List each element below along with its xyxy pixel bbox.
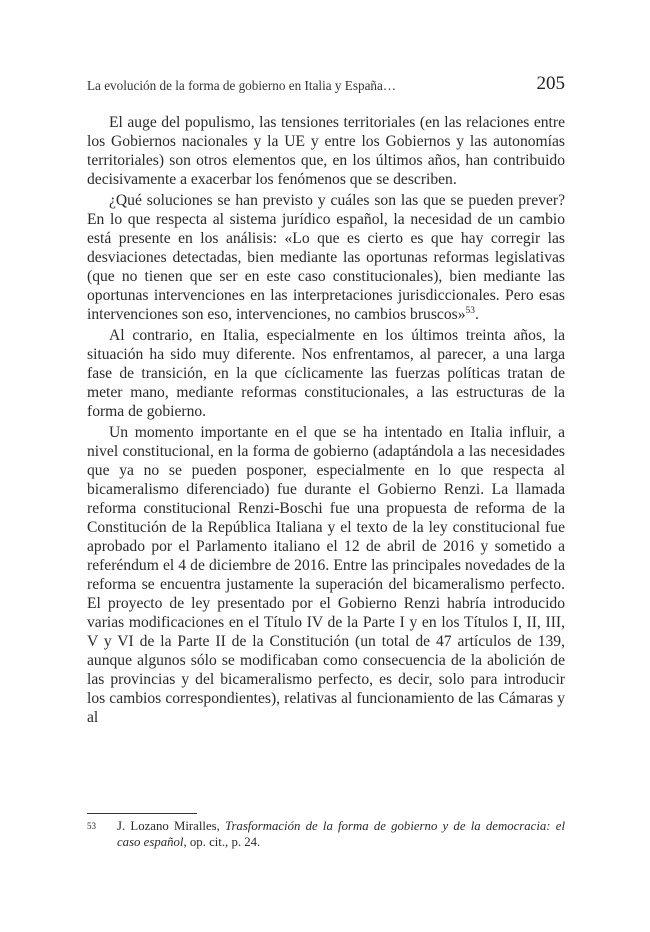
footnote-author: J. Lozano Miralles,	[117, 819, 226, 833]
paragraph-4: Un momento importante en el que se ha intentado en Italia influir, a nivel constitucional, en la forma de gobierno (adaptándola a las necesidades que ya no se pueden posponer, especialmente en lo que respecta al bicameralismo diferenciado) fue durante el Gobierno Renzi. La llamada reforma constitucional Renzi-Boschi fue una propuesta de reforma de la Constitución de la República Italiana y el texto de la ley constitucional fue aprobado por el Parlamento italiano el 12 de abril de 2016 y sometido a referéndum el 4 de diciembre de 2016. Entre las principales novedades de la reforma se encuentra justamente la superación del bicameralismo perfecto. El proyecto de ley presentado por el Gobierno Renzi habría introducido varias modificaciones en el Título IV de la Parte I y en los Títulos I, II, III, V y VI de la Parte II de la Constitución (un total de 47 artículos de 139, aunque algunos sólo se modificaban como consecuencia de la abolición de las provincias y del bicameralismo perfecto, es decir, solo para introducir los cambios correspondientes), relativas al funcionamiento de las Cámaras y al	[87, 424, 565, 726]
paragraph-1: El auge del populismo, las tensiones territoriales (en las relaciones entre los Gobiernos nacionales y la UE y entre los Gobiernos y las autonomías territoriales) son otros elementos que, en los últimos años, han contribuido decisivamente a exacerbar los fenómenos que se describen.	[87, 114, 565, 188]
body-text	[87, 113, 565, 729]
paragraph-3: Al contrario, en Italia, especialmente en los últimos treinta años, la situación ha sido muy diferente. Nos enfrentamos, al parecer, a una larga fase de transición, en la que cíclicamente las fuerzas políticas tratan de meter mano, mediante reformas constitucionales, a las estructuras de la forma de gobierno.	[87, 327, 565, 420]
footnote-divider	[87, 813, 197, 814]
running-header	[87, 74, 565, 98]
running-title: La evolución de la forma de gobierno en Italia y España…	[87, 78, 397, 93]
page-number: 205	[536, 73, 565, 94]
paragraph-2-end: .	[475, 306, 479, 323]
footnote-number: 53	[87, 821, 96, 831]
paragraph-2	[87, 191, 565, 324]
footnote-reference[interactable]: 53	[465, 305, 475, 316]
footnote-title: Trasformación de la forma de gobierno y de la democracia: el caso español	[117, 819, 565, 849]
footnote-rest: , op. cit., p. 24.	[183, 835, 261, 849]
footnote-body	[117, 818, 565, 850]
footnote	[87, 818, 565, 850]
paragraph-2-text: ¿Qué soluciones se han previsto y cuáles son las que se pueden prever? En lo que respecta al sistema jurídico español, la necesidad de un cambio está presente en los análisis: «Lo que es cierto es que hay corregir las desviaciones detectadas, bien mediante las oportunas reformas legislativas (que no tienen que ser en este caso constitucionales), bien mediante las oportunas intervenciones en las interpretaciones jurisdiccionales. Pero esas intervenciones son eso, intervenciones, no cambios bruscos»	[87, 192, 565, 323]
